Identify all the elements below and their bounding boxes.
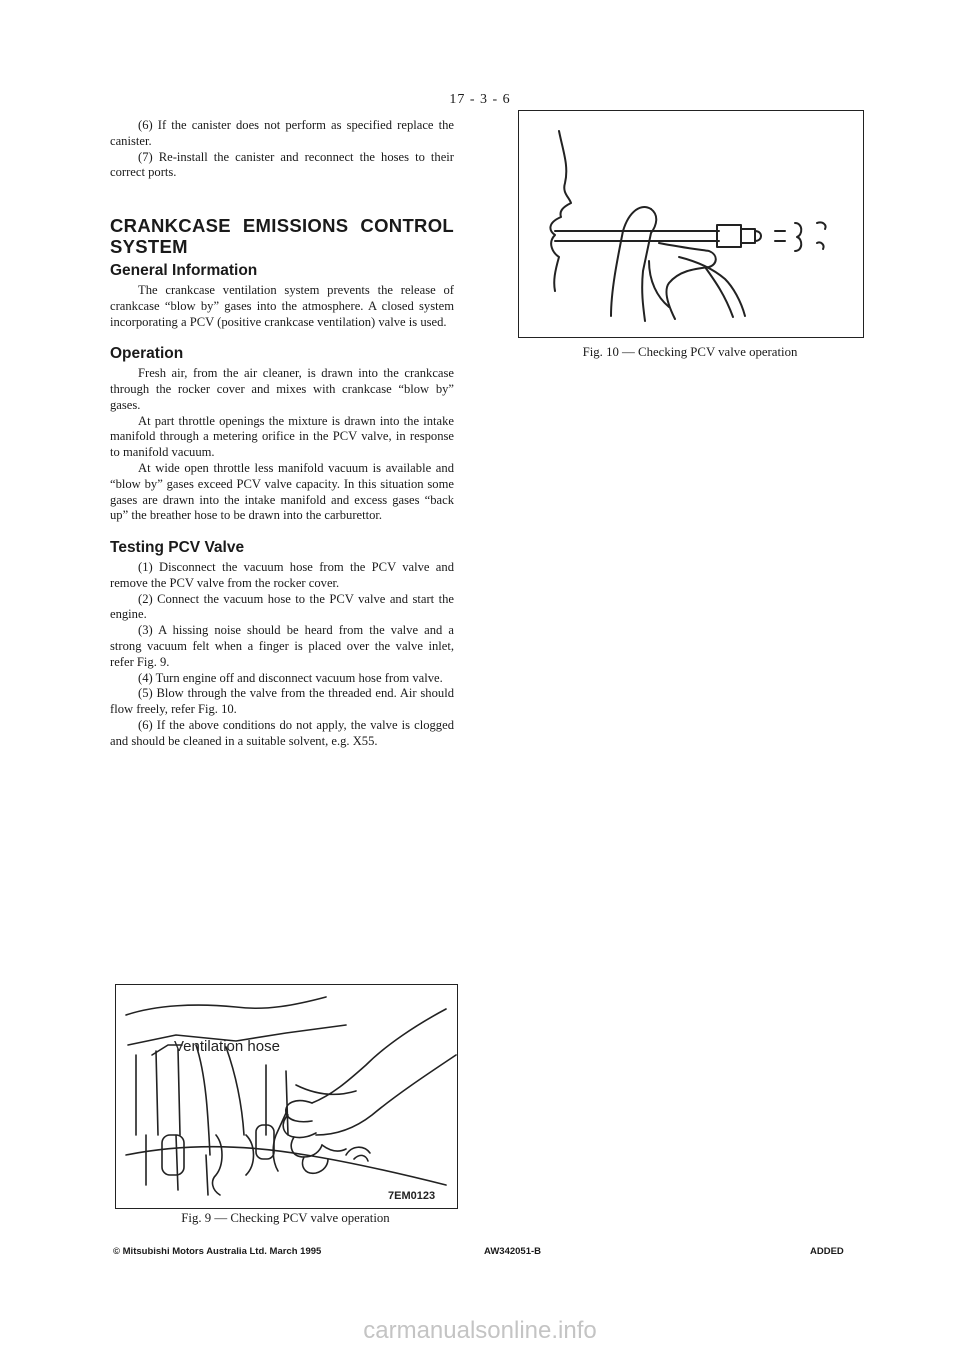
section-heading: CRANKCASE EMISSIONS CONTROL SYSTEM: [110, 215, 454, 258]
page-number: 17 - 3 - 6: [449, 92, 511, 107]
general-heading: General Information: [110, 262, 258, 280]
engine-pcv-valve-drawing: [116, 985, 457, 1208]
left-column: [110, 118, 454, 750]
operation-paragraph-3: At wide open throttle less manifold vacuum is available and “blow by” gases exceed PCV valve capacity. In this situation some gases are drawn into the intake manifold and excess gases “back up” the breather hose to be drawn into the carburettor.: [110, 460, 454, 523]
figure-9-illustration: [115, 984, 458, 1209]
figure-9-caption: Fig. 9 — Checking PCV valve operation: [181, 1211, 390, 1225]
testing-step-5: (5) Blow through the valve from the threaded end. Air should flow freely, refer Fig. 10.: [110, 686, 454, 717]
watermark: carmanualsonline.info: [363, 1317, 597, 1344]
testing-step-4: (4) Turn engine off and disconnect vacuum hose from valve.: [138, 670, 443, 685]
testing-step-2: (2) Connect the vacuum hose to the PCV valve and start the engine.: [110, 591, 454, 622]
figure-10-illustration: [518, 110, 864, 338]
footer-document-code: AW342051-B: [484, 1246, 542, 1257]
ventilation-hose-label: Ventilation hose: [174, 1038, 280, 1055]
testing-step-6: (6) If the above conditions do not apply, the valve is clogged and should be cleaned in a suitable solvent, e.g. X55.: [110, 717, 454, 748]
figure-10-caption: Fig. 10 — Checking PCV valve operation: [582, 345, 798, 359]
operation-paragraph-2: At part throttle openings the mixture is drawn into the intake manifold through a metering orifice in the PCV valve, in response to manifold vacuum.: [110, 413, 454, 460]
intro-paragraph-1: (6) If the canister does not perform as specified replace the canister.: [110, 118, 454, 148]
testing-step-1: (1) Disconnect the vacuum hose from the PCV valve and remove the PCV valve from the rocker cover.: [110, 559, 454, 590]
figure-code: 7EM0123: [388, 1190, 436, 1202]
operation-paragraph-1: Fresh air, from the air cleaner, is drawn into the crankcase through the rocker cover and mixes with crankcase “blow by” gases.: [110, 366, 454, 412]
intro-paragraph-2: (7) Re-install the canister and reconnect the hoses to their correct ports.: [110, 149, 454, 180]
general-text: The crankcase ventilation system prevents the release of crankcase “blow by” gases into the atmosphere. A closed system incorporating a PCV (positive crankcase ventilation) valve is used.: [110, 282, 454, 329]
pcv-valve-blow-test-drawing: [519, 111, 863, 337]
operation-heading: Operation: [110, 345, 184, 363]
footer-copyright: © Mitsubishi Motors Australia Ltd. March 1995: [113, 1246, 322, 1257]
testing-step-3: (3) A hissing noise should be heard from the valve and a strong vacuum felt when a finger is placed over the valve inlet, refer Fig. 9.: [110, 623, 454, 669]
footer-status: ADDED: [810, 1246, 844, 1257]
testing-heading: Testing PCV Valve: [110, 539, 245, 557]
